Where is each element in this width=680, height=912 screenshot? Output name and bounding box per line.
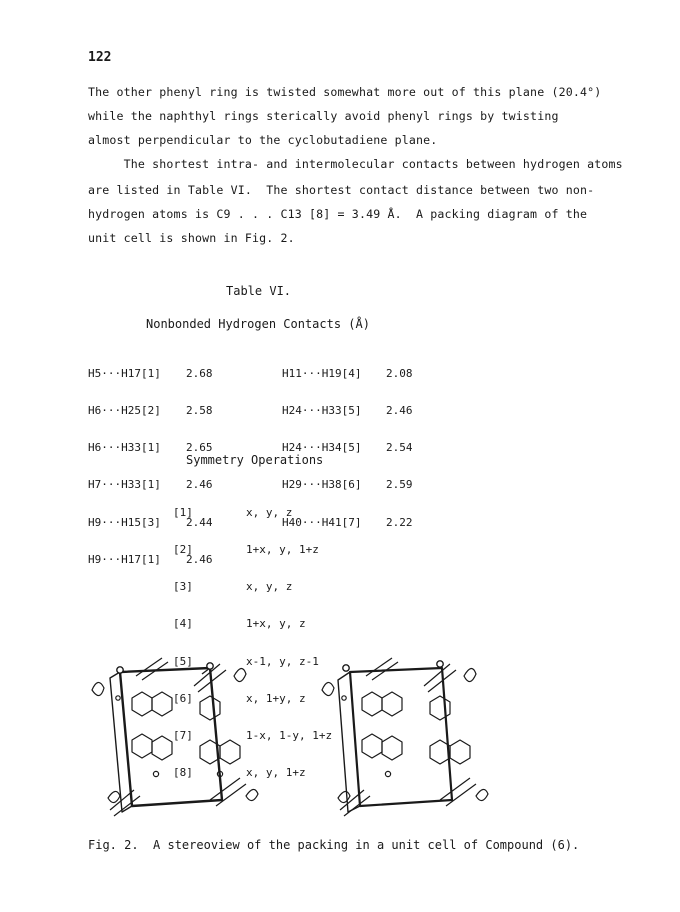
table-row: H6···H33[1] xyxy=(88,441,161,455)
table-title: Table VI. xyxy=(226,284,292,298)
table-row: H5···H17[1] xyxy=(88,366,161,380)
table-row: H9···H15[3] xyxy=(88,515,161,529)
table-cell: 2.65 xyxy=(186,441,213,455)
symmetry-title: Symmetry Operations xyxy=(186,453,324,467)
list-item: [6] xyxy=(173,691,193,705)
left-molecules xyxy=(92,654,258,816)
list-item: [3] xyxy=(173,580,193,594)
list-item: [7] xyxy=(173,729,193,743)
table-cell: 2.46 xyxy=(186,478,213,492)
list-item: [5] xyxy=(173,654,193,668)
table-row: H29···H38[6] xyxy=(282,478,362,492)
body-line-5: are listed in Table VI. The shortest contact distance between two non- xyxy=(88,183,595,197)
list-item: 1+x, y, z xyxy=(246,617,306,631)
list-item: 1-x, 1-y, 1+z xyxy=(246,729,333,743)
table-cell: 2.22 xyxy=(386,515,413,529)
body-line-7: unit cell is shown in Fig. 2. xyxy=(88,231,295,245)
table-cell: 2.54 xyxy=(386,441,413,455)
list-item: 1+x, y, 1+z xyxy=(246,543,319,557)
list-item: [8] xyxy=(173,766,193,780)
list-item: [4] xyxy=(173,617,193,631)
body-line-1: The other phenyl ring is twisted somewhat more out of this plane (20.4°) xyxy=(88,85,602,99)
right-unit-cell xyxy=(338,661,452,812)
table-cell: 2.08 xyxy=(386,366,413,380)
table-row: H7···H33[1] xyxy=(88,478,161,492)
table-row: H24···H34[5] xyxy=(282,441,362,455)
table-cell: 2.68 xyxy=(186,366,213,380)
figure-caption: Fig. 2. A stereoview of the packing in a unit cell of Compound (6). xyxy=(88,838,580,852)
body-line-3: almost perpendicular to the cyclobutadiene plane. xyxy=(88,133,438,147)
body-line-4: The shortest intra- and intermolecular contacts between hydrogen atoms xyxy=(88,157,623,171)
table-row: H24···H33[5] xyxy=(282,404,362,418)
table-cell: 2.44 xyxy=(186,515,213,529)
contacts-right-dists xyxy=(386,343,413,541)
table-cell: 2.58 xyxy=(186,404,213,418)
right-molecules xyxy=(322,658,488,816)
contacts-left-pairs xyxy=(88,343,161,579)
list-item: [2] xyxy=(173,543,193,557)
table-row: H6···H25[2] xyxy=(88,404,161,418)
list-item: x, y, z xyxy=(246,580,293,594)
table-cell: 2.59 xyxy=(386,478,413,492)
table-row: H9···H17[1] xyxy=(88,552,161,566)
table-row: H11···H19[4] xyxy=(282,366,362,380)
table-subtitle: Nonbonded Hydrogen Contacts (Å) xyxy=(146,317,370,331)
list-item: [1] xyxy=(173,505,193,519)
list-item: x-1, y, z-1 xyxy=(246,654,319,668)
table-cell: 2.46 xyxy=(386,404,413,418)
list-item: x, 1+y, z xyxy=(246,691,306,705)
body-line-6: hydrogen atoms is C9 . . . C13 [8] = 3.49 Å. A packing diagram of the xyxy=(88,207,588,221)
list-item: x, y, z xyxy=(246,505,293,519)
table-row: H40···H41[7] xyxy=(282,515,362,529)
table-cell: 2.46 xyxy=(186,552,213,566)
list-item: x, y, 1+z xyxy=(246,766,306,780)
page-number: 122 xyxy=(88,50,112,65)
stereoview-figure xyxy=(70,650,590,830)
body-line-2: while the naphthyl rings sterically avoid phenyl rings by twisting xyxy=(88,109,559,123)
